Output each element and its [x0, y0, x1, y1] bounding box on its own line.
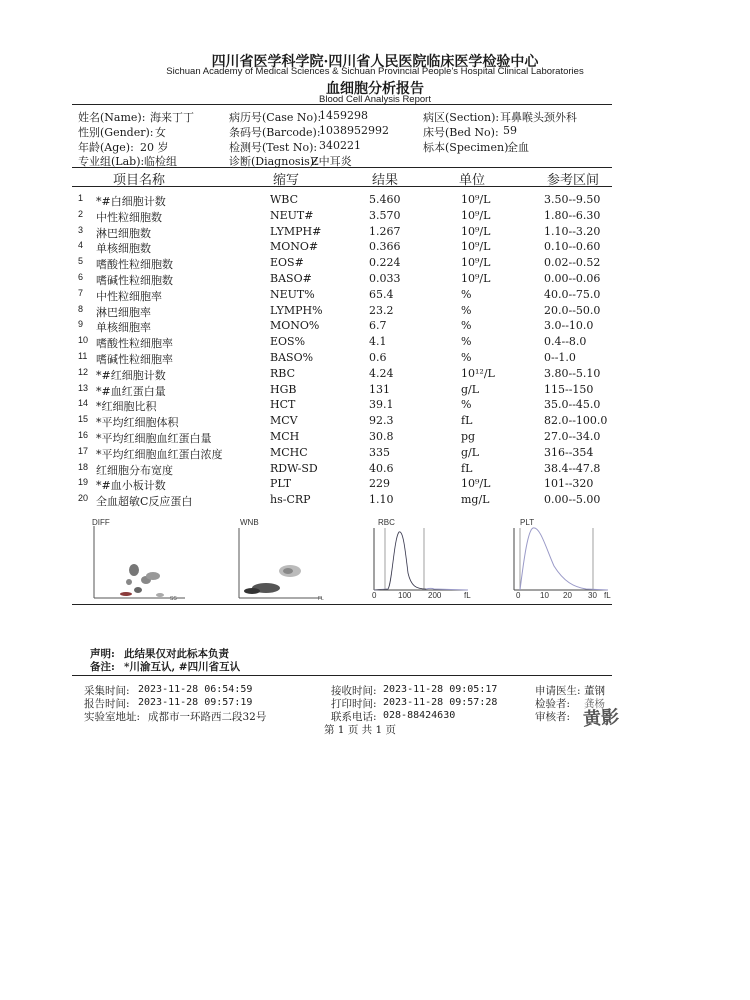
table-header-divider [72, 186, 612, 187]
specimen-value: 全血 [507, 141, 529, 154]
report-time: 2023-11-28 09:57:19 [138, 697, 253, 708]
item-name: *红细胞比积 [96, 400, 157, 414]
institution-title-en: Sichuan Academy of Medical Sciences & Sichuan Provincial People's Hospital Clinical Laboratories [166, 66, 584, 77]
phone-value: 028-88424630 [383, 710, 456, 721]
report-title: 血细胞分析报告 [326, 81, 424, 97]
item-result: 229 [369, 477, 390, 491]
item-reference: 115--150 [544, 382, 594, 396]
table-row [0, 225, 750, 241]
item-code: MONO# [270, 240, 319, 254]
item-result: 23.2 [369, 303, 394, 317]
institution-title: 四川省医学科学院·四川省人民医院临床医学检验中心 [211, 54, 539, 70]
rbc-tick-100: 100 [398, 591, 412, 600]
item-reference: 101--320 [544, 477, 594, 491]
table-row [0, 240, 750, 256]
row-number: 19 [78, 477, 89, 488]
section-value: 耳鼻喉头颈外科 [500, 111, 577, 124]
item-code: EOS# [270, 256, 304, 270]
age-label: 年龄(Age): [78, 141, 134, 154]
item-code: MCH [270, 430, 300, 443]
rbc-tick-200: 200 [428, 591, 442, 600]
row-number: 16 [78, 430, 89, 440]
rbc-tick-unit: fL [464, 591, 471, 600]
address-value: 成都市一环路西二段32号 [148, 711, 267, 723]
item-reference: 38.4--47.8 [544, 461, 601, 475]
patient-gender: 女 [155, 126, 166, 139]
info-divider [72, 167, 612, 168]
item-unit: % [461, 351, 472, 364]
plt-tick-unit: fL [604, 591, 611, 600]
item-name: *平均红细胞体积 [96, 416, 179, 430]
item-reference: 1.10--3.20 [544, 224, 601, 238]
item-code: hs-CRP [270, 493, 311, 507]
section-label: 病区(Section): [423, 111, 500, 124]
item-unit: % [461, 335, 472, 349]
reviewer-label: 审核者: [535, 711, 571, 723]
table-row [0, 304, 750, 320]
remark-text: *川渝互认, #四川省互认 [124, 661, 241, 673]
item-code: MCHC [270, 445, 308, 459]
item-result: 30.8 [369, 430, 394, 443]
item-reference: 20.0--50.0 [544, 303, 601, 317]
item-code: MONO% [270, 319, 320, 333]
print-label: 打印时间: [331, 698, 377, 710]
item-unit: 10⁹/L [461, 477, 491, 491]
item-reference: 0.02--0.52 [544, 256, 601, 270]
case-label: 病历号(Case No): [229, 111, 322, 124]
report-time-label: 报告时间: [84, 698, 130, 710]
item-reference: 0--1.0 [544, 351, 576, 364]
row-number: 2 [78, 208, 84, 219]
item-result: 4.1 [369, 335, 387, 349]
row-number: 9 [78, 319, 84, 330]
diff-scatter [90, 518, 215, 602]
item-name: 嗜碱性粒细胞率 [96, 353, 173, 366]
item-result: 131 [369, 382, 390, 396]
bed-label: 床号(Bed No): [423, 126, 499, 139]
row-number: 6 [78, 272, 84, 282]
plt-histogram-plot [508, 518, 620, 602]
item-code: WBC [270, 193, 299, 206]
reviewer-signature: 黄影 [582, 706, 620, 731]
header-divider [72, 104, 612, 105]
row-number: 7 [78, 287, 84, 298]
item-name: *#血小板计数 [96, 479, 166, 493]
doctor-label: 申请医生: [535, 685, 581, 697]
row-number: 4 [78, 240, 84, 251]
item-unit: g/L [461, 382, 480, 396]
item-reference: 3.0--10.0 [544, 319, 594, 333]
row-number: 8 [78, 303, 84, 314]
col-code: 缩写 [273, 173, 300, 188]
row-number: 20 [78, 493, 89, 504]
item-result: 6.7 [369, 319, 387, 333]
rbc-label: RBC [378, 518, 395, 527]
table-row [0, 193, 750, 209]
item-code: PLT [270, 477, 292, 491]
item-code: LYMPH# [270, 224, 322, 238]
item-code: RDW-SD [270, 461, 318, 475]
rbc-tick-0: 0 [372, 591, 377, 600]
item-reference: 40.0--75.0 [544, 287, 601, 301]
svg-text:SS: SS [170, 596, 177, 602]
tester-value: 龚杨 [584, 698, 605, 710]
wnb-scatter [236, 518, 336, 602]
item-code: LYMPH% [270, 303, 323, 317]
row-number: 1 [78, 193, 84, 203]
item-reference: 316--354 [544, 445, 594, 459]
diff-scatter-plot [90, 518, 215, 602]
col-result: 结果 [372, 173, 399, 188]
item-result: 92.3 [369, 414, 394, 428]
item-result: 4.24 [369, 366, 394, 380]
remark-label: 备注: [90, 661, 115, 673]
row-number: 18 [78, 461, 89, 472]
address-label: 实验室地址: [84, 711, 141, 723]
col-name: 项目名称 [113, 173, 166, 188]
item-name: 中性粒细胞数 [96, 210, 162, 224]
item-name: 单核细胞率 [96, 321, 151, 335]
item-unit: pg [461, 430, 476, 443]
patient-name: 海来丁丁 [150, 111, 194, 124]
svg-text:FL: FL [318, 596, 324, 602]
item-name: 嗜碱性粒细胞数 [96, 274, 173, 287]
row-number: 12 [78, 366, 89, 377]
item-result: 39.1 [369, 398, 394, 412]
plt-label: PLT [520, 518, 535, 527]
item-unit: % [461, 287, 472, 301]
item-reference: 0.00--5.00 [544, 493, 601, 507]
item-unit: 10⁹/L [461, 224, 491, 238]
item-reference: 0.00--0.06 [544, 272, 601, 285]
item-unit: fL [461, 414, 473, 428]
test-label: 检测号(Test No): [229, 141, 318, 154]
page-indicator: 第 1 页 共 1 页 [323, 724, 397, 736]
item-code: EOS% [270, 335, 306, 349]
table-row [0, 493, 750, 509]
item-name: *#白细胞计数 [96, 195, 166, 208]
item-name: *平均红细胞血红蛋白量 [96, 432, 212, 445]
tester-label: 检验者: [535, 698, 571, 710]
item-reference: 0.4--8.0 [544, 335, 587, 349]
table-row [0, 319, 750, 335]
item-name: *#红细胞计数 [96, 368, 166, 382]
print-time: 2023-11-28 09:57:28 [383, 697, 498, 708]
item-code: BASO% [270, 351, 314, 364]
item-name: 嗜酸性粒细胞率 [96, 337, 173, 351]
item-name: 全血超敏C反应蛋白 [96, 495, 193, 509]
footer-divider [72, 675, 612, 676]
table-row [0, 430, 750, 446]
row-number: 11 [78, 351, 88, 361]
item-code: NEUT# [270, 208, 314, 222]
diagnosis-value: Z中耳炎 [311, 155, 352, 168]
item-code: NEUT% [270, 287, 315, 301]
table-row [0, 335, 750, 351]
receive-label: 接收时间: [331, 685, 377, 697]
table-row [0, 351, 750, 367]
item-name: 淋巴细胞率 [96, 305, 151, 319]
table-row [0, 256, 750, 272]
item-name: *平均红细胞血红蛋白浓度 [96, 447, 223, 461]
table-row [0, 288, 750, 304]
case-no: 1459298 [319, 109, 368, 122]
row-number: 17 [78, 445, 89, 456]
lab-label: 专业组(Lab): [78, 155, 145, 168]
item-unit: mg/L [461, 493, 490, 507]
rbc-histogram [368, 518, 480, 602]
plt-tick-10: 10 [540, 591, 549, 600]
statement-label: 声明: [90, 648, 115, 660]
patient-lab: 临检组 [144, 155, 177, 168]
item-unit: 10¹²/L [461, 366, 495, 380]
col-unit: 单位 [459, 173, 486, 188]
gender-label: 性别(Gender): [78, 126, 154, 139]
item-result: 3.570 [369, 208, 401, 222]
wnb-label: WNB [240, 518, 259, 527]
plots-divider [72, 604, 612, 605]
test-no: 340221 [319, 139, 361, 152]
barcode-label: 条码号(Barcode): [229, 126, 321, 139]
item-reference: 3.80--5.10 [544, 366, 601, 380]
item-unit: 10⁹/L [461, 272, 491, 285]
item-reference: 27.0--34.0 [544, 430, 601, 443]
plt-tick-30: 30 [588, 591, 597, 600]
table-row [0, 367, 750, 383]
item-name: 红细胞分布宽度 [96, 463, 173, 477]
item-name: 中性粒细胞率 [96, 289, 162, 303]
item-result: 5.460 [369, 193, 401, 206]
item-code: RBC [270, 366, 295, 380]
item-result: 0.224 [369, 256, 401, 270]
item-result: 1.267 [369, 224, 401, 238]
row-number: 14 [78, 398, 89, 409]
row-number: 13 [78, 382, 89, 393]
phone-label: 联系电话: [331, 711, 377, 723]
item-result: 0.366 [369, 240, 401, 254]
item-code: HCT [270, 398, 296, 412]
table-row [0, 477, 750, 493]
item-result: 1.10 [369, 493, 394, 507]
rbc-histogram-plot [368, 518, 480, 602]
item-result: 335 [369, 445, 390, 459]
item-name: 淋巴细胞数 [96, 226, 151, 240]
plt-tick-20: 20 [563, 591, 572, 600]
table-row [0, 414, 750, 430]
statement-text: 此结果仅对此标本负责 [124, 648, 229, 660]
collect-label: 采集时间: [84, 685, 130, 697]
receive-time: 2023-11-28 09:05:17 [383, 684, 498, 695]
row-number: 10 [78, 335, 89, 346]
item-name: *#血红蛋白量 [96, 384, 166, 398]
report-title-en: Blood Cell Analysis Report [319, 94, 431, 105]
collect-time: 2023-11-28 06:54:59 [138, 684, 253, 695]
item-reference: 1.80--6.30 [544, 208, 601, 222]
item-unit: % [461, 303, 472, 317]
plt-tick-0: 0 [516, 591, 521, 600]
table-row [0, 383, 750, 399]
item-reference: 35.0--45.0 [544, 398, 601, 412]
item-unit: % [461, 398, 472, 412]
col-ref: 参考区间 [547, 173, 600, 188]
item-unit: 10⁹/L [461, 256, 491, 270]
item-reference: 82.0--100.0 [544, 414, 608, 428]
diff-label: DIFF [92, 518, 110, 527]
table-row [0, 209, 750, 225]
table-row [0, 272, 750, 288]
item-result: 40.6 [369, 461, 394, 475]
row-number: 3 [78, 224, 84, 235]
table-row [0, 398, 750, 414]
item-unit: 10⁹/L [461, 208, 491, 222]
plt-histogram [508, 518, 620, 602]
bed-no: 59 [503, 124, 517, 137]
item-unit: g/L [461, 445, 480, 459]
item-unit: 10⁹/L [461, 193, 491, 206]
patient-age: 20 岁 [140, 141, 169, 154]
row-number: 5 [78, 256, 84, 267]
diagnosis-label: 诊断(Diagnosis): [229, 155, 318, 168]
name-label: 姓名(Name): [78, 111, 146, 124]
item-unit: 10⁹/L [461, 240, 491, 254]
specimen-label: 标本(Specimen): [423, 141, 513, 154]
table-row [0, 462, 750, 478]
item-result: 0.6 [369, 351, 387, 364]
doctor-value: 董钢 [584, 685, 605, 697]
item-reference: 0.10--0.60 [544, 240, 601, 254]
item-unit: fL [461, 461, 473, 475]
item-code: MCV [270, 414, 298, 428]
item-unit: % [461, 319, 472, 333]
item-code: HGB [270, 382, 297, 396]
barcode-value: 1038952992 [319, 124, 389, 137]
item-reference: 3.50--9.50 [544, 193, 601, 206]
item-result: 65.4 [369, 287, 394, 301]
wnb-scatter-plot [236, 518, 336, 602]
item-name: 单核细胞数 [96, 242, 151, 256]
row-number: 15 [78, 414, 89, 425]
table-row [0, 446, 750, 462]
item-name: 嗜酸性粒细胞数 [96, 258, 173, 272]
item-result: 0.033 [369, 272, 401, 285]
item-code: BASO# [270, 272, 312, 285]
